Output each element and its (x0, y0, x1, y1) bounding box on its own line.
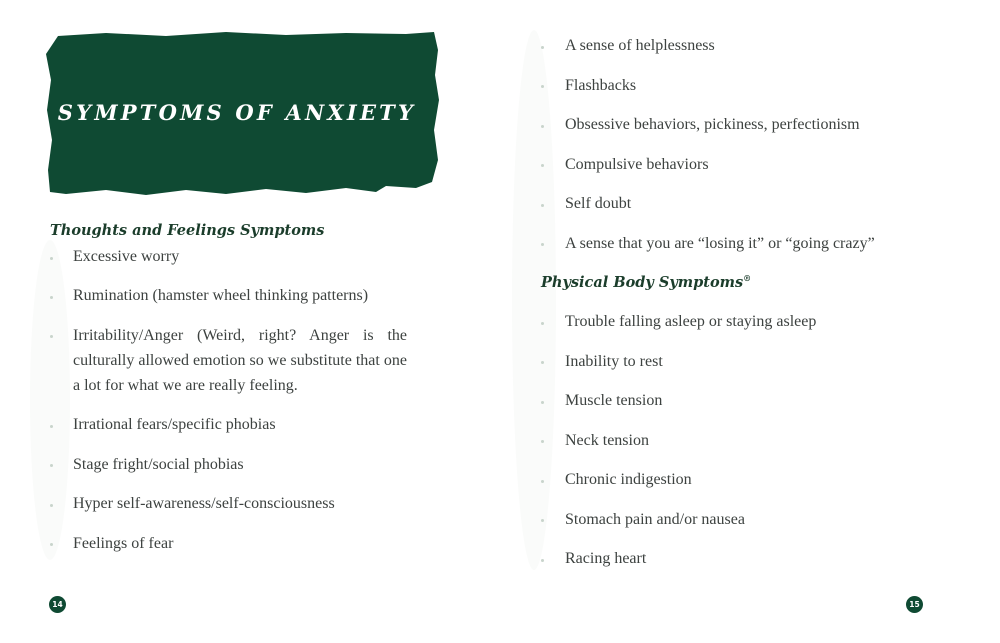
list-item: Stomach pain and/or nausea (565, 511, 745, 528)
list-item: Obsessive behaviors, pickiness, perfectionism (565, 116, 860, 133)
bullet-icon (50, 296, 53, 299)
list-item: Trouble falling asleep or staying asleep (565, 313, 817, 330)
background-texture (30, 240, 70, 560)
list-item: Stage fright/social phobias (73, 456, 244, 473)
section-heading-physical-text: Physical Body Symptoms (541, 273, 744, 291)
bullet-icon (50, 257, 53, 260)
list-item: Self doubt (565, 195, 632, 212)
bullet-icon (50, 335, 53, 338)
bullet-icon (541, 559, 544, 562)
bullet-icon (541, 164, 544, 167)
bullet-icon (541, 440, 544, 443)
bullet-icon (50, 543, 53, 546)
list-item: Chronic indigestion (565, 471, 692, 488)
bullet-icon (541, 85, 544, 88)
section-heading-thoughts: Thoughts and Feelings Symptoms (50, 222, 325, 239)
section-heading-physical (541, 273, 751, 291)
bullet-icon (541, 401, 544, 404)
page-title: SYMPTOMS OF ANXIETY (57, 100, 417, 125)
list-item: A sense of helplessness (565, 37, 715, 54)
list-item: Feelings of fear (73, 535, 174, 552)
bullet-icon (50, 464, 53, 467)
bullet-icon (541, 361, 544, 364)
list-item: Racing heart (565, 550, 647, 567)
bullet-icon (541, 125, 544, 128)
list-item: Hyper self-awareness/self-consciousness (73, 495, 335, 512)
list-item: Compulsive behaviors (565, 156, 709, 173)
list-item: Inability to rest (565, 353, 663, 370)
list-item: Irritability/Anger (Weird, right? Anger is the culturally allowed emotion so we substitute that one a lot for what we are really feeling. (73, 327, 407, 394)
page-number-right: 15 (906, 596, 923, 613)
list-item: Irrational fears/specific phobias (73, 416, 276, 433)
list-item: Neck tension (565, 432, 649, 449)
bullet-icon (541, 204, 544, 207)
page-number-left: 14 (49, 596, 66, 613)
title-banner (46, 30, 440, 198)
list-item: Rumination (hamster wheel thinking patterns) (73, 287, 369, 304)
list-item: Flashbacks (565, 77, 637, 94)
bullet-icon (541, 46, 544, 49)
list-item: Excessive worry (73, 248, 180, 265)
bullet-icon (541, 243, 544, 246)
registered-mark: ® (743, 273, 752, 283)
bullet-icon (541, 480, 544, 483)
list-item: Muscle tension (565, 392, 663, 409)
background-texture (512, 30, 556, 570)
bullet-icon (541, 322, 544, 325)
bullet-icon (50, 504, 53, 507)
bullet-icon (50, 425, 53, 428)
list-item: A sense that you are “losing it” or “going crazy” (565, 235, 875, 252)
bullet-icon (541, 519, 544, 522)
